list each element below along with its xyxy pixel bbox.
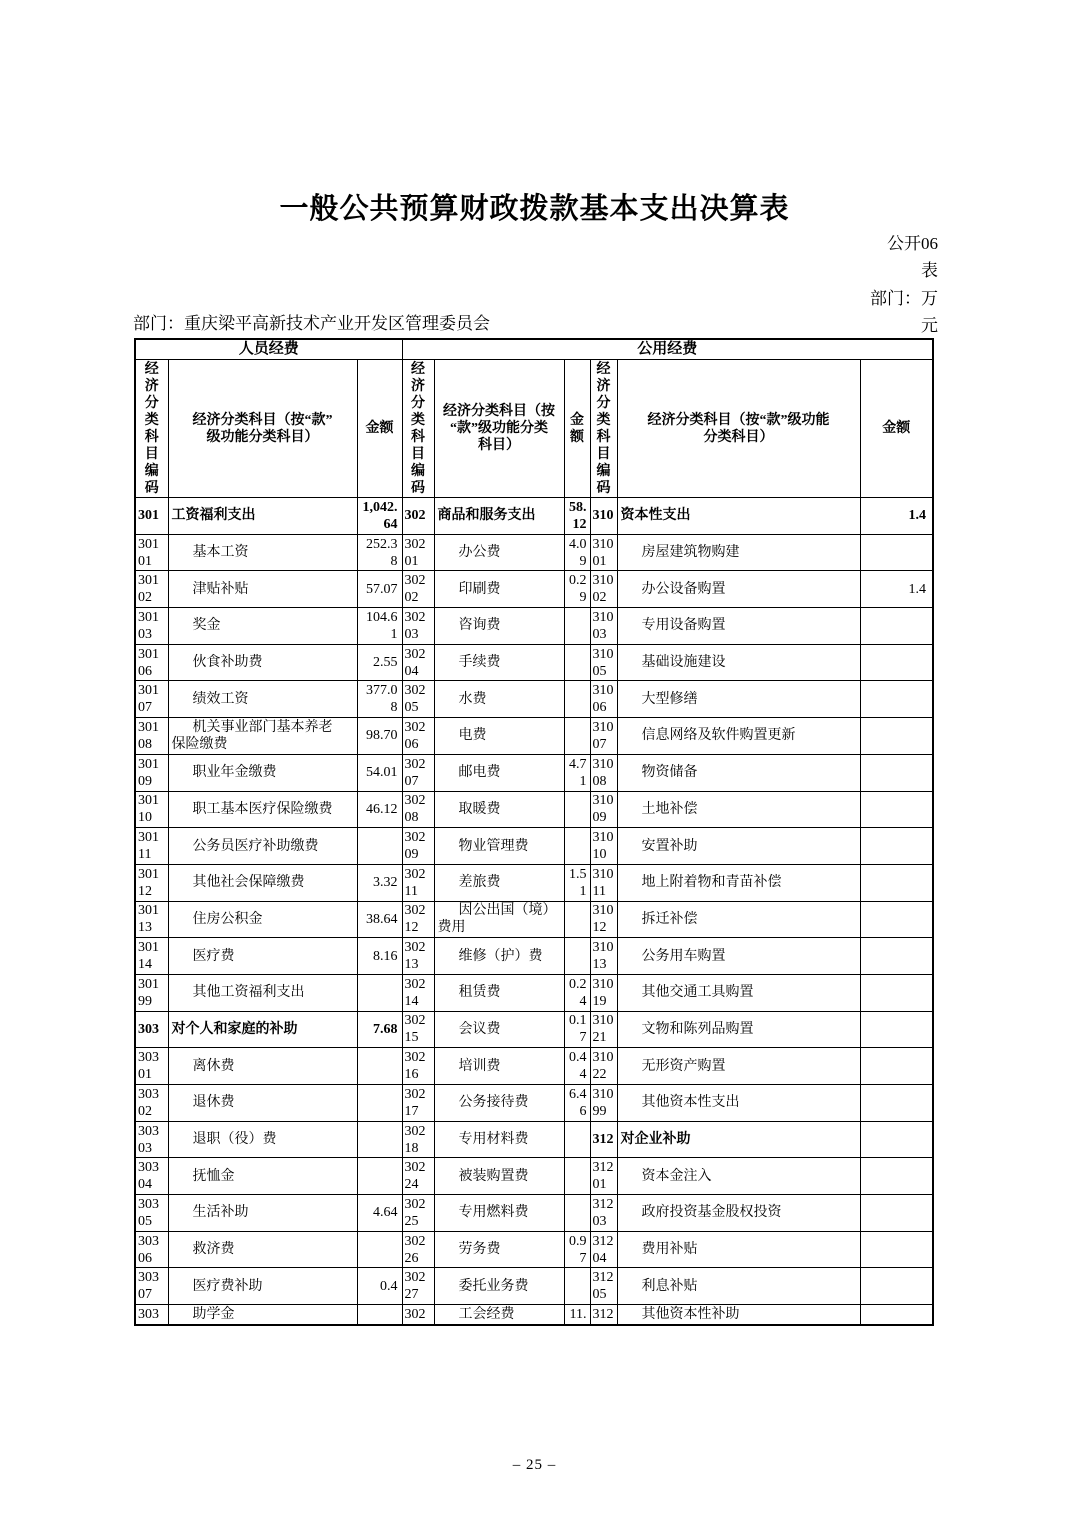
column-header-subject: 经济分类科目（按 “款”级功能分类 科目）	[434, 360, 564, 498]
code-cell: 302 03	[402, 608, 434, 645]
table-row	[135, 1158, 933, 1195]
amount-cell: 0.2 9	[564, 571, 590, 608]
code-cell: 302 07	[402, 754, 434, 791]
subject-cell: 基础设施建设	[617, 644, 860, 681]
column-header-code: 经 济 分 类 科 目 编 码	[590, 360, 617, 498]
amount-cell	[564, 1158, 590, 1195]
amount-cell	[860, 681, 933, 718]
amount-cell: 3.32	[357, 864, 402, 901]
subject-cell: 咨询费	[434, 608, 564, 645]
amount-cell	[357, 1231, 402, 1268]
subject-cell: 对个人和家庭的补助	[168, 1011, 357, 1048]
table-row	[135, 1085, 933, 1122]
subject-cell: 离休费	[168, 1048, 357, 1085]
amount-cell	[860, 754, 933, 791]
code-cell: 302 04	[402, 644, 434, 681]
amount-cell: 7.68	[357, 1011, 402, 1048]
code-cell: 302	[402, 498, 434, 535]
subject-cell: 工会经费	[434, 1305, 564, 1325]
group-header-public: 公用经费	[402, 339, 933, 360]
table-row	[135, 1231, 933, 1268]
code-cell: 301 12	[135, 864, 168, 901]
amount-cell: 6.4 6	[564, 1085, 590, 1122]
subject-cell: 专用材料费	[434, 1121, 564, 1158]
page-number: – 25 –	[512, 1457, 557, 1473]
amount-cell: 1,042. 64	[357, 498, 402, 535]
amount-cell: 2.55	[357, 644, 402, 681]
subject-cell: 邮电费	[434, 754, 564, 791]
code-cell: 303 01	[135, 1048, 168, 1085]
amount-cell	[357, 1085, 402, 1122]
code-cell: 301 99	[135, 974, 168, 1011]
code-cell: 301 09	[135, 754, 168, 791]
code-cell: 301 02	[135, 571, 168, 608]
subject-cell: 助学金	[168, 1305, 357, 1325]
amount-cell: 4.0 9	[564, 534, 590, 571]
subject-cell: 印刷费	[434, 571, 564, 608]
subject-cell: 退职（役）费	[168, 1121, 357, 1158]
amount-cell	[860, 534, 933, 571]
amount-cell: 0.9 7	[564, 1231, 590, 1268]
code-cell: 303 07	[135, 1268, 168, 1305]
amount-cell	[860, 1048, 933, 1085]
code-cell: 310 08	[590, 754, 617, 791]
table-body	[135, 498, 933, 1325]
amount-cell	[860, 974, 933, 1011]
subject-cell: 物资储备	[617, 754, 860, 791]
subject-cell: 物业管理费	[434, 828, 564, 865]
note-line: 表	[921, 261, 938, 281]
code-cell: 310 06	[590, 681, 617, 718]
table-row	[135, 1305, 933, 1325]
table-row	[135, 644, 933, 681]
subject-cell: 其他工资福利支出	[168, 974, 357, 1011]
group-header-row	[135, 339, 933, 360]
amount-cell	[860, 608, 933, 645]
subject-cell: 商品和服务支出	[434, 498, 564, 535]
code-cell: 302 17	[402, 1085, 434, 1122]
subject-cell: 政府投资基金股权投资	[617, 1195, 860, 1232]
table-row	[135, 571, 933, 608]
subject-cell: 生活补助	[168, 1195, 357, 1232]
code-cell: 312 01	[590, 1158, 617, 1195]
subject-cell: 专用设备购置	[617, 608, 860, 645]
table-row	[135, 791, 933, 828]
subject-cell: 津贴补贴	[168, 571, 357, 608]
code-cell: 312	[590, 1305, 617, 1325]
code-cell: 301 08	[135, 718, 168, 755]
column-header-amount: 金额	[860, 360, 933, 498]
code-cell: 312	[590, 1121, 617, 1158]
code-cell: 310 21	[590, 1011, 617, 1048]
note-line: 公开06	[887, 234, 938, 253]
subject-cell: 无形资产购置	[617, 1048, 860, 1085]
subject-cell: 医疗费补助	[168, 1268, 357, 1305]
note-line: 部门：万	[870, 288, 938, 308]
code-cell: 302 16	[402, 1048, 434, 1085]
code-cell: 302 15	[402, 1011, 434, 1048]
code-cell: 303 05	[135, 1195, 168, 1232]
subject-cell: 工资福利支出	[168, 498, 357, 535]
subject-cell: 会议费	[434, 1011, 564, 1048]
subject-cell: 公务员医疗补助缴费	[168, 828, 357, 865]
subject-cell: 办公费	[434, 534, 564, 571]
code-cell: 302 24	[402, 1158, 434, 1195]
code-cell: 302 02	[402, 571, 434, 608]
subject-cell: 奖金	[168, 608, 357, 645]
column-header-amount: 金 额	[564, 360, 590, 498]
code-cell: 302 09	[402, 828, 434, 865]
subject-cell: 文物和陈列品购置	[617, 1011, 860, 1048]
code-cell: 310 13	[590, 938, 617, 975]
code-cell: 302 27	[402, 1268, 434, 1305]
code-cell: 302 18	[402, 1121, 434, 1158]
amount-cell	[860, 864, 933, 901]
code-cell: 302 26	[402, 1231, 434, 1268]
amount-cell: 0.1 7	[564, 1011, 590, 1048]
subject-cell: 救济费	[168, 1231, 357, 1268]
amount-cell	[357, 974, 402, 1011]
subject-cell: 委托业务费	[434, 1268, 564, 1305]
amount-cell	[357, 1048, 402, 1085]
table-row	[135, 864, 933, 901]
column-header-code: 经 济 分 类 科 目 编 码	[402, 360, 434, 498]
amount-cell: 98.70	[357, 718, 402, 755]
code-cell: 312 03	[590, 1195, 617, 1232]
subject-cell: 差旅费	[434, 864, 564, 901]
amount-cell	[564, 681, 590, 718]
code-cell: 303 06	[135, 1231, 168, 1268]
code-cell: 301 10	[135, 791, 168, 828]
subject-cell: 住房公积金	[168, 901, 357, 938]
code-cell: 302 13	[402, 938, 434, 975]
code-cell: 303 03	[135, 1121, 168, 1158]
subject-cell: 医疗费	[168, 938, 357, 975]
code-cell: 310 05	[590, 644, 617, 681]
column-header-subject: 经济分类科目（按“款” 级功能分类科目）	[168, 360, 357, 498]
subject-cell: 职业年金缴费	[168, 754, 357, 791]
amount-cell: 1.4	[860, 571, 933, 608]
code-cell: 312 04	[590, 1231, 617, 1268]
code-cell: 312 05	[590, 1268, 617, 1305]
code-cell: 310 11	[590, 864, 617, 901]
table-row	[135, 754, 933, 791]
subject-cell: 资本金注入	[617, 1158, 860, 1195]
code-cell: 301	[135, 498, 168, 535]
amount-cell: 46.12	[357, 791, 402, 828]
subject-cell: 绩效工资	[168, 681, 357, 718]
amount-cell	[564, 901, 590, 938]
subject-cell: 培训费	[434, 1048, 564, 1085]
subject-cell: 安置补助	[617, 828, 860, 865]
table-row	[135, 608, 933, 645]
amount-cell	[357, 828, 402, 865]
subject-cell: 职工基本医疗保险缴费	[168, 791, 357, 828]
form-notes	[870, 230, 938, 340]
subject-cell: 其他资本性支出	[617, 1085, 860, 1122]
subject-cell: 公务用车购置	[617, 938, 860, 975]
subject-cell: 费用补贴	[617, 1231, 860, 1268]
subject-cell: 劳务费	[434, 1231, 564, 1268]
column-header-code: 经 济 分 类 科 目 编 码	[135, 360, 168, 498]
group-header-personnel: 人员经费	[135, 339, 402, 360]
subject-cell: 其他交通工具购置	[617, 974, 860, 1011]
amount-cell	[564, 718, 590, 755]
amount-cell	[860, 791, 933, 828]
amount-cell	[564, 1121, 590, 1158]
table-row	[135, 974, 933, 1011]
code-cell: 301 11	[135, 828, 168, 865]
subject-cell: 维修（护）费	[434, 938, 564, 975]
code-cell: 302	[402, 1305, 434, 1325]
amount-cell: 11.	[564, 1305, 590, 1325]
budget-table	[134, 338, 934, 1326]
amount-cell	[860, 1085, 933, 1122]
subject-cell: 取暖费	[434, 791, 564, 828]
code-cell: 302 11	[402, 864, 434, 901]
code-cell: 310 09	[590, 791, 617, 828]
column-header-subject: 经济分类科目（按“款”级功能 分类科目）	[617, 360, 860, 498]
code-cell: 303 04	[135, 1158, 168, 1195]
amount-cell: 4.7 1	[564, 754, 590, 791]
subject-cell: 信息网络及软件购置更新	[617, 718, 860, 755]
table-row	[135, 1011, 933, 1048]
code-cell: 301 14	[135, 938, 168, 975]
amount-cell: 104.6 1	[357, 608, 402, 645]
subject-cell: 机关事业部门基本养老 保险缴费	[168, 718, 357, 755]
amount-cell	[564, 1195, 590, 1232]
subject-cell: 水费	[434, 681, 564, 718]
subject-cell: 专用燃料费	[434, 1195, 564, 1232]
subject-cell: 因公出国（境） 费用	[434, 901, 564, 938]
code-cell: 302 12	[402, 901, 434, 938]
code-cell: 302 25	[402, 1195, 434, 1232]
amount-cell	[860, 1231, 933, 1268]
amount-cell	[860, 938, 933, 975]
subject-cell: 资本性支出	[617, 498, 860, 535]
subject-cell: 租赁费	[434, 974, 564, 1011]
amount-cell	[357, 1305, 402, 1325]
table-row	[135, 681, 933, 718]
code-cell: 310 07	[590, 718, 617, 755]
amount-cell	[860, 901, 933, 938]
table-row	[135, 828, 933, 865]
code-cell: 310 12	[590, 901, 617, 938]
amount-cell	[564, 1268, 590, 1305]
code-cell: 302 08	[402, 791, 434, 828]
amount-cell	[564, 938, 590, 975]
subject-cell: 伙食补助费	[168, 644, 357, 681]
code-cell: 310 22	[590, 1048, 617, 1085]
subject-cell: 办公设备购置	[617, 571, 860, 608]
amount-cell	[357, 1158, 402, 1195]
table-row	[135, 534, 933, 571]
amount-cell: 1.5 1	[564, 864, 590, 901]
code-cell: 301 06	[135, 644, 168, 681]
amount-cell: 4.64	[357, 1195, 402, 1232]
department-line: 部门：重庆梁平高新技术产业开发区管理委员会	[133, 314, 490, 333]
table-row	[135, 1268, 933, 1305]
code-cell: 310 10	[590, 828, 617, 865]
column-header-row	[135, 360, 933, 498]
code-cell: 310 01	[590, 534, 617, 571]
code-cell: 310 02	[590, 571, 617, 608]
amount-cell: 58. 12	[564, 498, 590, 535]
amount-cell	[564, 791, 590, 828]
amount-cell: 38.64	[357, 901, 402, 938]
amount-cell: 57.07	[357, 571, 402, 608]
amount-cell: 8.16	[357, 938, 402, 975]
amount-cell	[564, 828, 590, 865]
subject-cell: 基本工资	[168, 534, 357, 571]
code-cell: 303	[135, 1011, 168, 1048]
amount-cell	[357, 1121, 402, 1158]
amount-cell: 377.0 8	[357, 681, 402, 718]
subject-cell: 退休费	[168, 1085, 357, 1122]
amount-cell	[564, 644, 590, 681]
table-row	[135, 1048, 933, 1085]
amount-cell	[860, 1195, 933, 1232]
subject-cell: 手续费	[434, 644, 564, 681]
subject-cell: 其他资本性补助	[617, 1305, 860, 1325]
subject-cell: 对企业补助	[617, 1121, 860, 1158]
amount-cell: 0.2 4	[564, 974, 590, 1011]
amount-cell	[860, 1305, 933, 1325]
code-cell: 303 02	[135, 1085, 168, 1122]
code-cell: 302 14	[402, 974, 434, 1011]
table-row	[135, 718, 933, 755]
subject-cell: 电费	[434, 718, 564, 755]
subject-cell: 被装购置费	[434, 1158, 564, 1195]
code-cell: 301 07	[135, 681, 168, 718]
table-row	[135, 1121, 933, 1158]
subject-cell: 房屋建筑物购建	[617, 534, 860, 571]
amount-cell: 54.01	[357, 754, 402, 791]
amount-cell: 252.3 8	[357, 534, 402, 571]
code-cell: 310 99	[590, 1085, 617, 1122]
amount-cell: 1.4	[860, 498, 933, 535]
code-cell: 310 03	[590, 608, 617, 645]
subject-cell: 公务接待费	[434, 1085, 564, 1122]
subject-cell: 抚恤金	[168, 1158, 357, 1195]
code-cell: 310	[590, 498, 617, 535]
amount-cell	[860, 1011, 933, 1048]
table-row	[135, 1195, 933, 1232]
code-cell: 303	[135, 1305, 168, 1325]
code-cell: 301 01	[135, 534, 168, 571]
column-header-amount: 金额	[357, 360, 402, 498]
code-cell: 301 03	[135, 608, 168, 645]
table-row	[135, 498, 933, 535]
amount-cell: 0.4	[357, 1268, 402, 1305]
subject-cell: 其他社会保障缴费	[168, 864, 357, 901]
amount-cell: 0.4 4	[564, 1048, 590, 1085]
subject-cell: 拆迁补偿	[617, 901, 860, 938]
table-row	[135, 901, 933, 938]
subject-cell: 大型修缮	[617, 681, 860, 718]
code-cell: 302 01	[402, 534, 434, 571]
amount-cell	[860, 644, 933, 681]
code-cell: 302 05	[402, 681, 434, 718]
subject-cell: 利息补贴	[617, 1268, 860, 1305]
code-cell: 310 19	[590, 974, 617, 1011]
amount-cell	[860, 828, 933, 865]
amount-cell	[860, 718, 933, 755]
amount-cell	[860, 1268, 933, 1305]
code-cell: 301 13	[135, 901, 168, 938]
code-cell: 302 06	[402, 718, 434, 755]
amount-cell	[564, 608, 590, 645]
note-line: 元	[921, 316, 938, 336]
amount-cell	[860, 1121, 933, 1158]
page-title: 一般公共预算财政拨款基本支出决算表	[279, 193, 790, 225]
amount-cell	[860, 1158, 933, 1195]
table-row	[135, 938, 933, 975]
subject-cell: 地上附着物和青苗补偿	[617, 864, 860, 901]
subject-cell: 土地补偿	[617, 791, 860, 828]
